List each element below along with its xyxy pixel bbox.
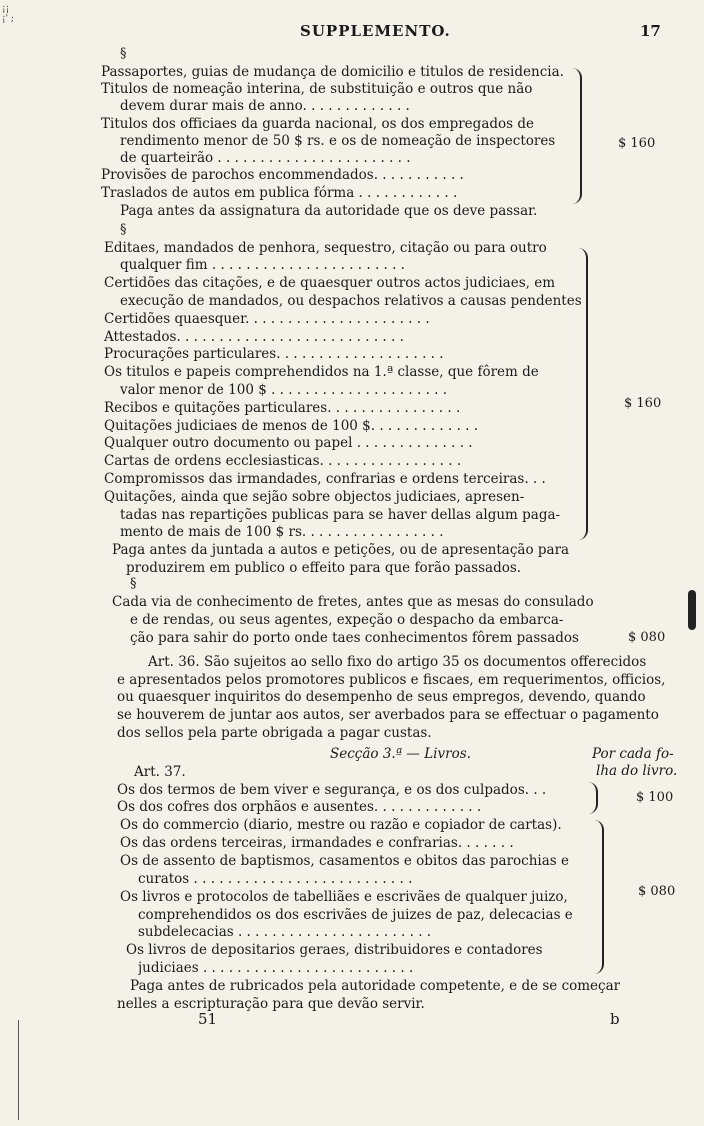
block1-line: devem durar mais de anno. . . . . . . . . . . . . <box>120 98 410 114</box>
price: $ 080 <box>628 630 666 645</box>
margin-marks: ¡¡ ¡' ; <box>2 4 14 24</box>
block1-line: Passaportes, guias de mudança de domicilio e titulos de residencia. <box>101 64 564 80</box>
section-mark: § <box>130 576 137 591</box>
book-line: judiciaes . . . . . . . . . . . . . . . . . . . . . . . . . <box>138 960 414 976</box>
article-line: Art. 36. São sujeitos ao sello fixo do artigo 35 os documentos offerecidos <box>148 654 647 670</box>
brace <box>592 820 604 974</box>
block1-line: Titulos dos officiaes da guarda nacional, os dos empregados de <box>101 116 534 132</box>
block2-line: Editaes, mandados de penhora, sequestro, citação ou para outro <box>104 240 547 256</box>
block1-line: rendimento menor de 50 $ rs. e os de nomeação de inspectores <box>120 133 556 149</box>
book-line: Os das ordens terceiras, irmandades e confrarias. . . . . . . <box>120 835 514 851</box>
block3-line: ção para sahir do porto onde taes conhecimentos fôrem passados <box>130 630 579 646</box>
block2-line: tadas nas repartições publicas para se haver dellas algum paga- <box>120 507 561 523</box>
block2-line: mento de mais de 100 $ rs. . . . . . . . . . . . . . . . . <box>120 524 444 540</box>
block2-line: execução de mandados, ou despachos relativos a causas pendentes <box>120 293 582 309</box>
block3-line: e de rendas, ou seus agentes, expeção o despacho da embarca- <box>130 612 564 628</box>
price: $ 160 <box>618 136 656 151</box>
page-footer <box>0 1010 704 1030</box>
block2-line: Attestados. . . . . . . . . . . . . . . . . . . . . . . . . . . <box>104 329 404 345</box>
margin-line <box>18 1020 19 1120</box>
block2-line: Certidões das citações, e de quaesquer outros actos judiciaes, em <box>104 275 556 291</box>
section-mark: § <box>120 46 127 61</box>
page-number: 17 <box>640 22 661 40</box>
article-line: ou quaesquer inquiritos do desempenho de seus empregos, devendo, quando <box>117 689 646 705</box>
section-mark: § <box>120 222 127 237</box>
article-line: dos sellos pela parte obrigada a pagar custas. <box>117 725 432 741</box>
block2-note: Paga antes da juntada a autos e petições, ou de apresentação para <box>112 542 570 558</box>
block2-line: Quitações, ainda que sejão sobre objectos judiciaes, apresen- <box>104 489 525 505</box>
brace <box>570 68 582 204</box>
price: $ 160 <box>624 396 662 411</box>
price: $ 080 <box>638 884 676 899</box>
block1-line: Provisões de parochos encommendados. . . . . . . . . . . <box>101 167 464 183</box>
section-heading: Secção 3.ª — Livros. <box>330 746 471 762</box>
book-line: curatos . . . . . . . . . . . . . . . . . . . . . . . . . . <box>138 871 413 887</box>
section-note: Paga antes de rubricados pela autoridade competente, e de se começar <box>130 978 621 994</box>
section-note: nelles a escripturação para que devão servir. <box>117 996 425 1012</box>
signature-number: 51 <box>198 1010 218 1028</box>
block2-note: produzirem em publico o effeito para que forão passados. <box>126 560 522 576</box>
book-line: Os livros e protocolos de tabelliães e escrivães de qualquer juizo, <box>120 889 568 905</box>
book-line: Os de assento de baptismos, casamentos e obitos das parochias e <box>120 853 570 869</box>
brace <box>588 782 598 814</box>
block2-line: Os titulos e papeis comprehendidos na 1.ª classe, que fôrem de <box>104 364 539 380</box>
book-line: Os livros de depositarios geraes, distribuidores e contadores <box>126 942 543 958</box>
block2-line: Compromissos das irmandades, confrarias e ordens terceiras. . . <box>104 471 546 487</box>
column-header: Por cada fo- <box>592 746 674 762</box>
brace <box>576 248 588 540</box>
page-edge-mark <box>688 590 696 630</box>
page-header <box>0 22 704 44</box>
article-line: e apresentados pelos promotores publicos e fiscaes, em requerimentos, officios, <box>117 672 666 688</box>
price: $ 100 <box>636 790 674 805</box>
book-line: Os do commercio (diario, mestre ou razão e copiador de cartas). <box>120 817 562 833</box>
block2-line: Recibos e quitações particulares. . . . . . . . . . . . . . . . <box>104 400 461 416</box>
block1-line: Titulos de nomeação interina, de substituição e outros que não <box>101 81 533 97</box>
block2-line: qualquer fim . . . . . . . . . . . . . . . . . . . . . . . <box>120 257 405 273</box>
column-header: lha do livro. <box>596 763 678 779</box>
book-line: Os dos cofres dos orphãos e ausentes. . . . . . . . . . . . . <box>117 799 482 815</box>
block1-note: Paga antes da assignatura da autoridade que os deve passar. <box>120 203 538 219</box>
block2-line: Certidões quaesquer. . . . . . . . . . . . . . . . . . . . . . <box>104 311 430 327</box>
article-line: se houverem de juntar aos autos, ser averbados para se effectuar o pagamento <box>117 707 659 723</box>
block1-line: de quarteirão . . . . . . . . . . . . . . . . . . . . . . . <box>120 150 411 166</box>
block2-line: Procurações particulares. . . . . . . . . . . . . . . . . . . . <box>104 346 444 362</box>
running-title: SUPPLEMENTO. <box>300 22 451 40</box>
signature-letter: b <box>610 1010 620 1028</box>
book-line: Os dos termos de bem viver e segurança, e os dos culpados. . . <box>117 782 547 798</box>
block2-line: Qualquer outro documento ou papel . . . . . . . . . . . . . . <box>104 435 473 451</box>
block2-line: Cartas de ordens ecclesiasticas. . . . . . . . . . . . . . . . . <box>104 453 462 469</box>
book-line: subdelecacias . . . . . . . . . . . . . . . . . . . . . . . <box>138 924 432 940</box>
book-line: comprehendidos os dos escrivães de juizes de paz, delecacias e <box>138 907 573 923</box>
block2-line: valor menor de 100 $ . . . . . . . . . . . . . . . . . . . . . <box>120 382 448 398</box>
article-label: Art. 37. <box>134 764 186 780</box>
block2-line: Quitações judiciaes de menos de 100 $. . . . . . . . . . . . . <box>104 418 479 434</box>
block1-line: Traslados de autos em publica fórma . . . . . . . . . . . . <box>101 185 458 201</box>
block3-line: Cada via de conhecimento de fretes, antes que as mesas do consulado <box>112 594 594 610</box>
